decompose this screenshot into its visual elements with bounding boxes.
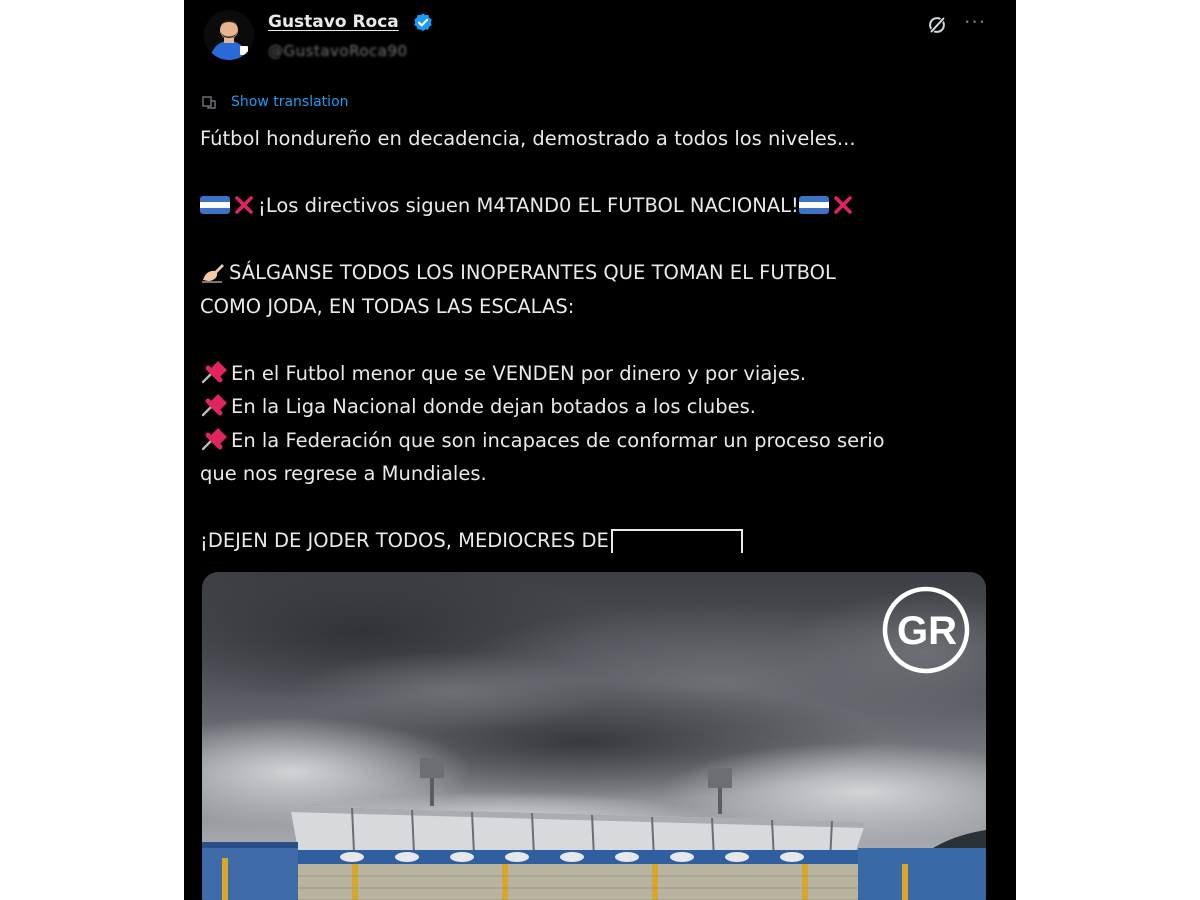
tweet-line xyxy=(200,357,990,391)
media-image[interactable] xyxy=(202,572,986,900)
tweet-line xyxy=(200,390,990,424)
honduras-flag-icon xyxy=(799,196,829,214)
tweet-line: COMO JODA, EN TODAS LAS ESCALAS: xyxy=(200,294,575,318)
tweet-line: que nos regrese a Mundiales. xyxy=(200,462,487,485)
cross-mark-icon xyxy=(832,194,854,216)
tweet-line-text: SÁLGANSE TODOS LOS INOPERANTES QUE TOMAN EL FUTBOL xyxy=(229,261,836,284)
tweet-card xyxy=(184,0,1016,900)
tweet-line: Fútbol hondureño en decadencia, demostrado a todos los niveles... xyxy=(200,127,856,150)
stadium-photo xyxy=(202,572,986,900)
tweet-line xyxy=(200,424,990,458)
pushpin-icon xyxy=(200,360,228,384)
display-name[interactable]: Gustavo Roca xyxy=(268,12,399,32)
handle-blurred: @GustavoRoca90 xyxy=(268,42,408,60)
tweet-text xyxy=(200,122,990,558)
writing-hand-icon xyxy=(200,261,226,283)
tweet-line-text: ¡Los directivos siguen M4TAND0 EL FUTBOL NACIONAL! xyxy=(258,194,799,217)
show-translation-link[interactable]: Show translation xyxy=(231,94,349,110)
redaction-box xyxy=(611,529,743,553)
verified-badge-icon xyxy=(412,12,434,34)
tweet-line xyxy=(200,256,990,290)
tweet-line-text: En la Liga Nacional donde dejan botados a los clubes. xyxy=(231,395,756,418)
avatar-image xyxy=(204,10,254,60)
svg-text:GR: GR xyxy=(897,609,957,653)
translate-icon xyxy=(202,95,216,109)
honduras-flag-icon xyxy=(200,196,230,214)
more-icon[interactable]: ··· xyxy=(964,10,987,34)
gr-watermark-logo xyxy=(882,586,970,674)
show-translation-row[interactable] xyxy=(202,92,349,112)
tweet-line xyxy=(200,189,990,223)
pushpin-icon xyxy=(200,427,228,451)
tweet-line xyxy=(200,524,990,558)
tweet-line-text: ¡DEJEN DE JODER TODOS, MEDIOCRES DE xyxy=(200,529,609,552)
tweet-line-text: En la Federación que son incapaces de conformar un proceso serio xyxy=(231,428,885,452)
tweet-line-text: En el Futbol menor que se VENDEN por dinero y por viajes. xyxy=(231,361,807,385)
avatar[interactable] xyxy=(204,10,254,60)
cross-mark-icon xyxy=(233,194,255,216)
grok-icon[interactable] xyxy=(926,14,948,36)
pushpin-icon xyxy=(200,393,228,417)
